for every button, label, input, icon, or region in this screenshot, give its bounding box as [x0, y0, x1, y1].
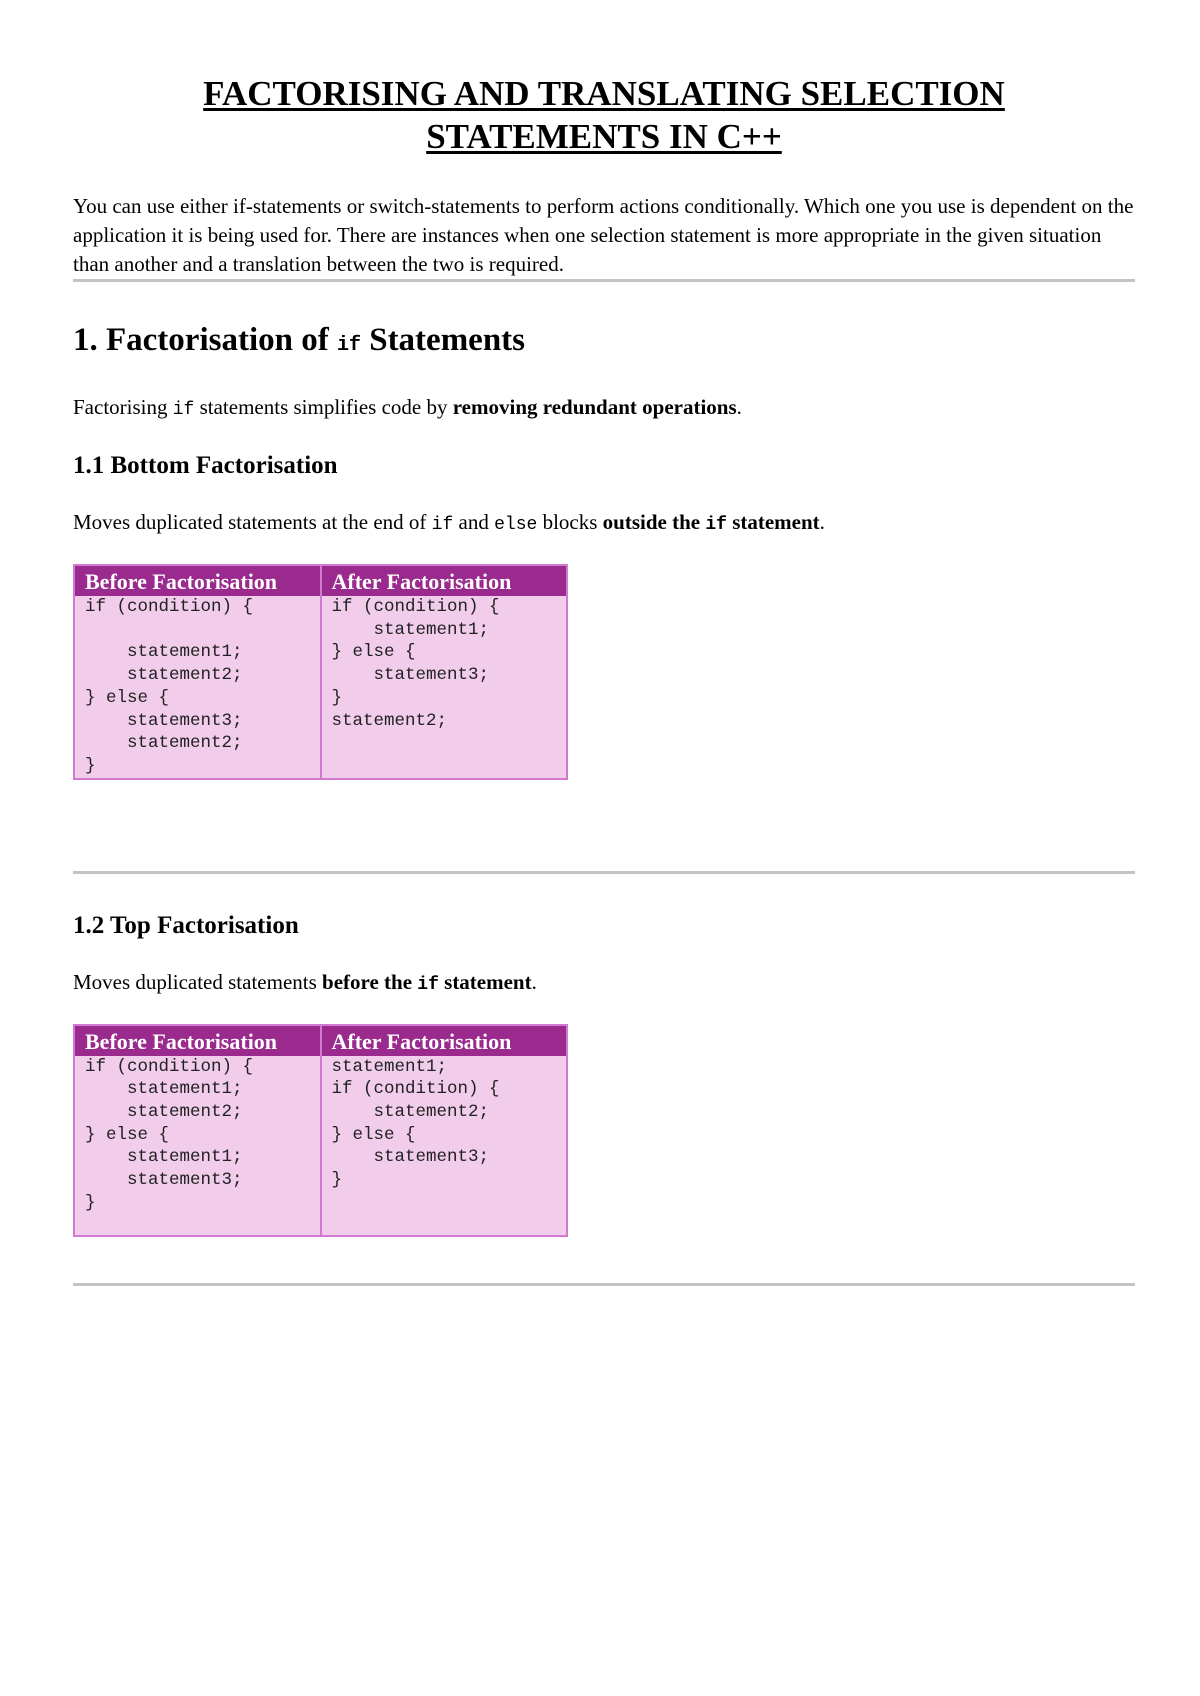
intro-paragraph: You can use either if-statements or switch-statements to perform actions conditionally. Which one you use is dependent on the application it is being used for. There are instances when one selection statement is more appropriate in the given situation than another and a translation between the two is required. [73, 194, 1134, 276]
divider [73, 279, 1135, 282]
divider [73, 871, 1135, 874]
document-title [73, 72, 1135, 158]
section-1-intro: Factorising if statements simplifies code by removing redundant operations. [73, 395, 742, 420]
bottom-factorisation-desc: Moves duplicated statements at the end of if and else blocks outside the if statement. [73, 510, 825, 535]
top-factorisation-heading: 1.2 Top Factorisation [73, 911, 299, 939]
after-code-cell [321, 1056, 568, 1236]
column-header-before: Before Factorisation [74, 565, 321, 596]
before-code: if (condition) { statement1; statement2; } else { statement3; statement2; } [85, 597, 254, 776]
before-code-cell [74, 596, 321, 779]
document-page [73, 0, 1135, 1286]
divider [73, 1283, 1135, 1286]
top-factorisation-table [73, 1024, 568, 1237]
column-header-after: After Factorisation [321, 1025, 568, 1056]
top-factorisation-desc: Moves duplicated statements before the if statement. [73, 969, 537, 995]
after-code: statement1; if (condition) { statement2; } else { statement3; } [331, 1056, 500, 1191]
after-code: if (condition) { statement1; } else { statement3; } statement2; [331, 597, 500, 731]
bottom-factorisation-heading: 1.1 Bottom Factorisation [73, 452, 338, 479]
section-1-heading: 1. Factorisation of if Statements [73, 322, 526, 358]
title-line-2: STATEMENTS IN C++ [426, 117, 782, 156]
column-header-after: After Factorisation [321, 565, 568, 596]
title-line-1: FACTORISING AND TRANSLATING SELECTION [203, 74, 1005, 113]
bottom-factorisation-table [73, 564, 568, 780]
before-code: if (condition) { statement1; statement2; } else { statement1; statement3; } [85, 1056, 254, 1213]
after-code-cell [321, 596, 568, 779]
before-code-cell [74, 1056, 321, 1236]
column-header-before: Before Factorisation [74, 1025, 321, 1056]
